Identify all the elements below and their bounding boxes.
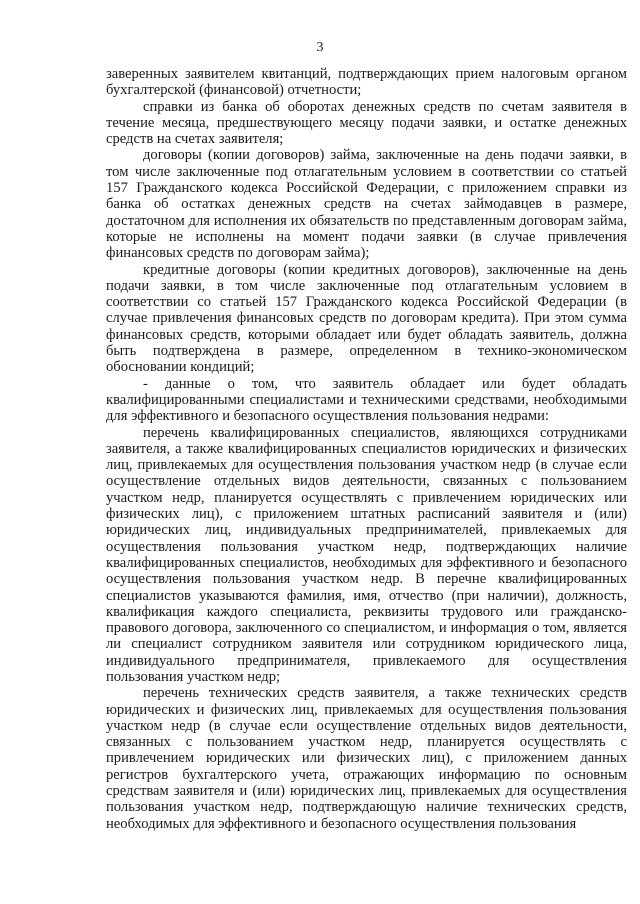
paragraph-continuation: заверенных заявителем квитанций, подтверждающих прием налоговым органом бухгалтерской (финансовой) отчетности; (106, 66, 627, 99)
paragraph-specialists-list: перечень квалифицированных специалистов, являющихся сотрудниками заявителя, а также квалифицированных специалистов юридических и физических лиц, привлекаемых для осуществления пользования участком недр (в случае если осуществление отдельных видов деятельности, связанных с пользованием участком недр, планируется осуществлять с привлечением юридических или физических лиц), с приложением штатных расписаний заявителя и (или) юридических лиц, индивидуальных предпринимателей, привлекаемых для осуществления пользования участком недр, подтверждающих наличие квалифицированных специалистов, необходимых для эффективного и безопасного осуществления пользования участком недр. В перечне квалифицированных специалистов указываются фамилия, имя, отчество (при наличии), должность, квалификация каждого специалиста, реквизиты трудового или гражданско-правового договора, заключенного со специалистом, и информация о том, является ли специалист сотрудником заявителя или сотрудником юридического лица, индивидуального предпринимателя, привлекаемого для осуществления пользования участком недр; (106, 424, 627, 685)
page-number: 3 (316, 40, 324, 55)
paragraph-technical-means-list: перечень технических средств заявителя, а также технических средств юридических и физических лиц, привлекаемых для осуществления пользования участком недр (в случае если осуществление отдельных видов деятельности, связанных с пользованием участком недр, планируется осуществлять с привлечением юридических или физических лиц), с приложением данных регистров бухгалтерского учета, отражающих информацию по основным средствам заявителя и (или) юридических лиц, привлекаемых для осуществления пользования участком недр, подтверждающую наличие технических средств, необходимых для эффективного и безопасного осуществления пользования (106, 685, 627, 832)
paragraph-credit-agreements: кредитные договоры (копии кредитных договоров), заключенные на день подачи заявки, в том числе заключенные под отлагательным условием в соответствии со статьей 157 Гражданского кодекса Российской Федерации (в случае привлечения финансовых средств по договорам кредита). При этом сумма финансовых средств, которыми обладает или будет обладать заявитель, должна быть подтверждена в размере, определенном в технико-экономическом обосновании кондиций; (106, 261, 627, 376)
paragraph-specialists-and-means: - данные о том, что заявитель обладает или будет обладать квалифицированными специалистами и техническими средствами, необходимыми для эффективного и безопасного осуществления пользования недрами: (106, 375, 627, 425)
paragraph-bank-statements: справки из банка об оборотах денежных средств по счетам заявителя в течение месяца, предшествующего месяцу подачи заявки, и остатке денежных средств на счетах заявителя; (106, 98, 627, 148)
paragraph-loan-agreements: договоры (копии договоров) займа, заключенные на день подачи заявки, в том числе заключенные под отлагательным условием в соответствии со статьей 157 Гражданского кодекса Российской Федерации, с приложением справки из банка об остатках денежных средств на счетах займодавцев в размере, достаточном для исполнения их обязательств по представленным договорам займа, которые не исполнены на момент подачи заявки (в случае привлечения финансовых средств по договорам займа); (106, 147, 627, 262)
document-body (106, 66, 627, 832)
